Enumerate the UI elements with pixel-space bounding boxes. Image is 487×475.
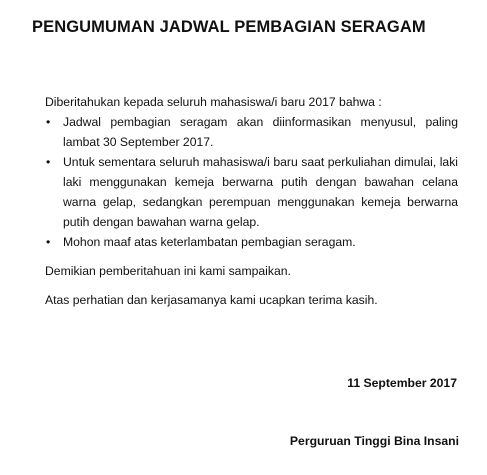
list-item-text: Jadwal pembagian seragam akan diinformasikan menyusul, paling lambat 30 September 2017. xyxy=(63,115,458,149)
list-item-text: Untuk sementara seluruh mahasiswa/i baru saat perkuliahan dimulai, laki laki menggunakan kemeja berwarna putih dengan bawahan celana warna gelap, sedangkan perempuan menggunakan kemeja berwarna putih dengan bawahan warna gelap. xyxy=(63,155,458,229)
announcement-date: 11 September 2017 xyxy=(347,376,457,390)
page-title: PENGUMUMAN JADWAL PEMBAGIAN SERAGAM xyxy=(32,18,426,36)
list-item xyxy=(45,232,458,252)
bullet-icon: • xyxy=(46,235,51,249)
list-item xyxy=(45,112,458,152)
thanks-text: Atas perhatian dan kerjasamanya kami ucapkan terima kasih. xyxy=(45,293,378,307)
bullet-list xyxy=(45,112,458,252)
bullet-icon: • xyxy=(46,115,51,129)
institution-name: Perguruan Tinggi Bina Insani xyxy=(289,434,459,448)
intro-text: Diberitahukan kepada seluruh mahasiswa/i baru 2017 bahwa : xyxy=(45,95,382,109)
bullet-icon: • xyxy=(46,155,51,169)
closing-text: Demikian pemberitahuan ini kami sampaikan. xyxy=(45,264,291,278)
list-item xyxy=(45,152,458,232)
list-item-text: Mohon maaf atas keterlambatan pembagian seragam. xyxy=(63,235,356,249)
